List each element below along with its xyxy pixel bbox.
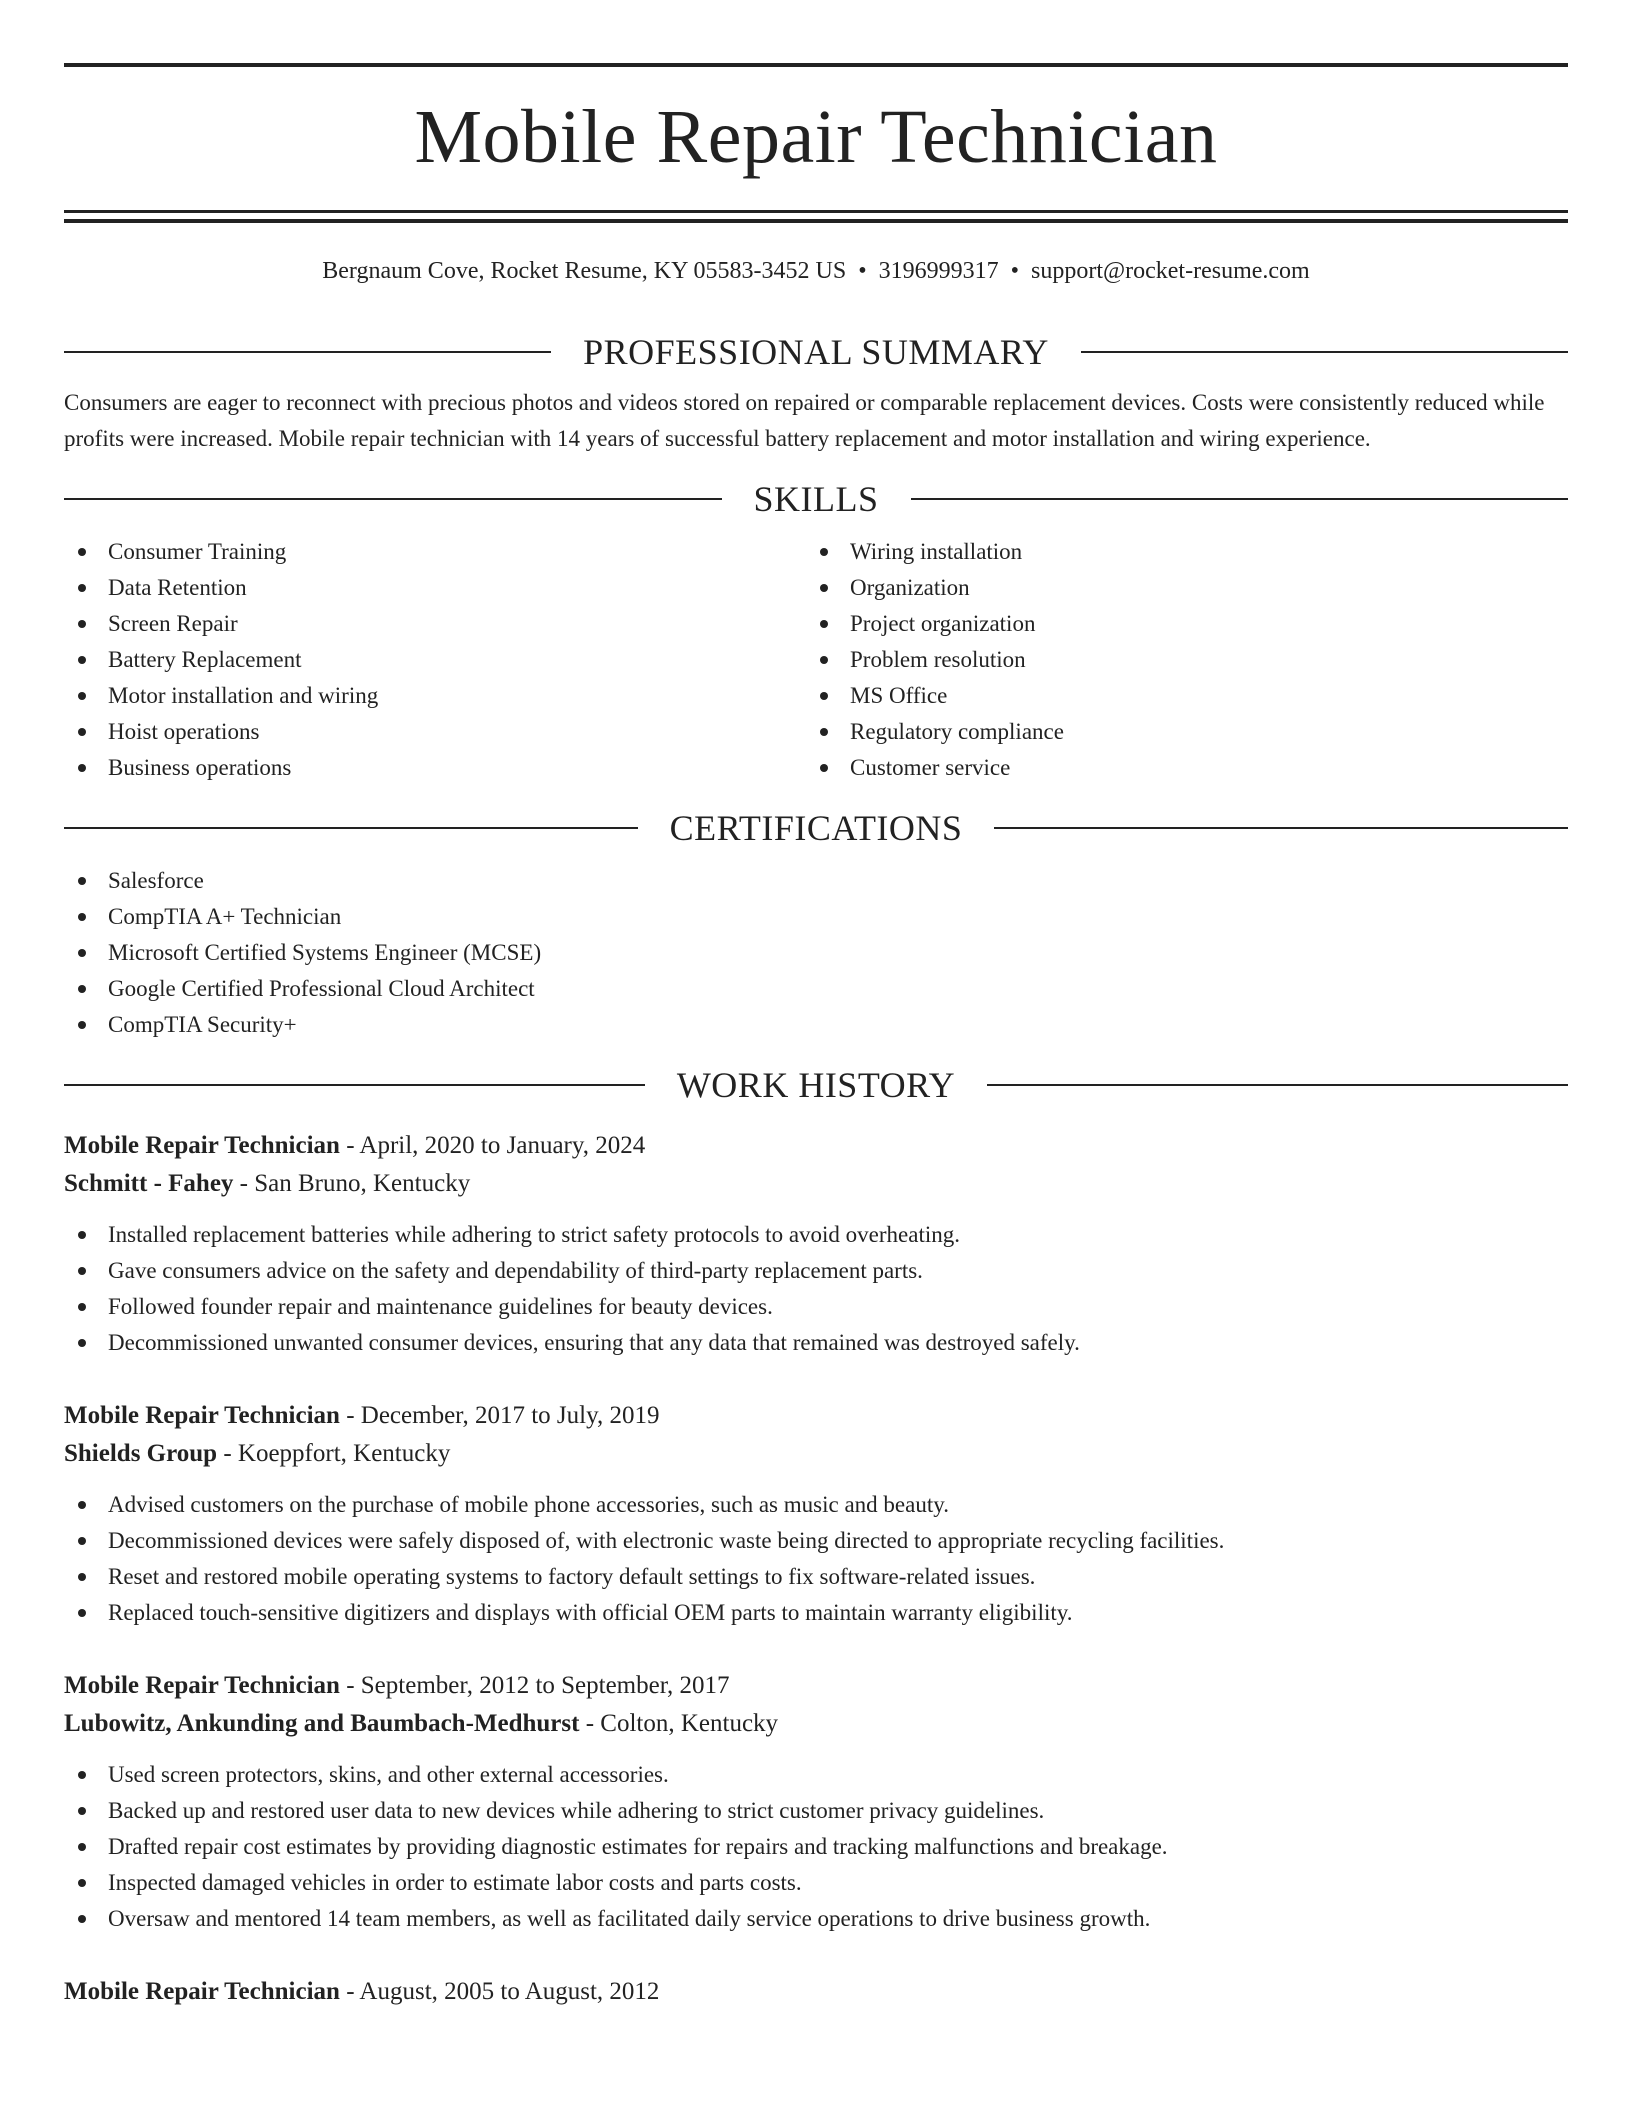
bullet-dot-icon: [820, 548, 828, 556]
job-duty-item-text: Decommissioned unwanted consumer devices, ensuring that any data that remained was destroyed safely.: [108, 1330, 1080, 1355]
heading-rule: [64, 1084, 645, 1086]
job-duties-list: [64, 1757, 1568, 1937]
skill-item: [806, 678, 1548, 714]
bullet-dot-icon: [78, 1339, 86, 1347]
skill-item: [806, 606, 1548, 642]
bullet-dot-icon: [820, 656, 828, 664]
section-title: CERTIFICATIONS: [669, 808, 963, 848]
job-dates: April, 2020 to January, 2024: [359, 1132, 646, 1159]
skill-item-text: Business operations: [108, 755, 292, 780]
job-duty-item: [64, 1253, 1568, 1289]
certification-item-text: Salesforce: [108, 868, 204, 893]
heading-rule: [987, 1084, 1568, 1086]
contact-address: Bergnaum Cove, Rocket Resume, KY 05583-3452 US: [322, 258, 847, 284]
bullet-dot-icon: [78, 1231, 86, 1239]
skill-item: [806, 534, 1548, 570]
job-title-line: [64, 1667, 1568, 1705]
skill-item-text: Screen Repair: [108, 611, 238, 636]
skill-item: [806, 570, 1548, 606]
job-title: Mobile Repair Technician: [64, 1978, 340, 2005]
job-duty-item-text: Gave consumers advice on the safety and dependability of third-party replacement parts.: [108, 1258, 923, 1283]
job-duty-item: [64, 1325, 1568, 1361]
bullet-dot-icon: [78, 764, 86, 772]
job-company-line: [64, 1165, 1568, 1203]
bullet-dot-icon: [78, 877, 86, 885]
job-duty-item-text: Oversaw and mentored 14 team members, as well as facilitated daily service operations to drive business growth.: [108, 1906, 1151, 1931]
skill-item: [806, 714, 1548, 750]
skill-item-text: Organization: [850, 575, 970, 600]
bullet-dot-icon: [78, 620, 86, 628]
job-duty-item: [64, 1595, 1568, 1631]
bullet-dot-icon: [78, 692, 86, 700]
skill-item-text: Hoist operations: [108, 719, 260, 744]
job-entry: [64, 1397, 1568, 1631]
job-location: San Bruno, Kentucky: [254, 1170, 471, 1197]
title-double-rule: [64, 210, 1568, 223]
certification-item: [64, 1007, 1568, 1043]
job-duties-list: [64, 1217, 1568, 1361]
bullet-dot-icon: [820, 764, 828, 772]
skill-item: [64, 534, 806, 570]
job-dates: August, 2005 to August, 2012: [359, 1978, 660, 2005]
contact-line: [64, 256, 1568, 286]
job-dash: -: [579, 1710, 601, 1737]
bullet-dot-icon: [78, 548, 86, 556]
job-location: Colton, Kentucky: [600, 1710, 779, 1737]
section-heading-work-history: [64, 1063, 1568, 1107]
bullet-dot-icon: [78, 1879, 86, 1887]
job-company-line: [64, 1435, 1568, 1473]
job-duty-item: [64, 1559, 1568, 1595]
contact-separator: •: [1010, 258, 1020, 284]
bullet-dot-icon: [820, 728, 828, 736]
skill-item: [64, 750, 806, 786]
job-title: Mobile Repair Technician: [64, 1672, 340, 1699]
heading-rule: [1081, 351, 1568, 353]
skill-item: [806, 642, 1548, 678]
heading-rule: [64, 498, 722, 500]
certification-item-text: Microsoft Certified Systems Engineer (MCSE): [108, 940, 542, 965]
heading-rule: [64, 827, 638, 829]
skills-column-left: [64, 534, 806, 786]
job-title: Mobile Repair Technician: [64, 1402, 340, 1429]
job-dash: -: [339, 1978, 360, 2005]
skills-grid: [64, 534, 1568, 786]
summary-text: Consumers are eager to reconnect with precious photos and videos stored on repaired or comparable replacement devices. Costs were consistently reduced while profits were increased. Mobile repair technician with 14 years of successful battery replacement and motor installation and wiring experience.: [64, 390, 1545, 451]
resume-title: Mobile Repair Technician: [414, 95, 1218, 179]
job-duty-item: [64, 1865, 1568, 1901]
skill-item-text: Data Retention: [108, 575, 247, 600]
job-duty-item-text: Installed replacement batteries while adhering to strict safety protocols to avoid overheating.: [108, 1222, 960, 1247]
section-heading-certifications: [64, 806, 1568, 850]
job-dash: -: [217, 1440, 238, 1467]
job-title: Mobile Repair Technician: [64, 1132, 340, 1159]
skill-item: [64, 570, 806, 606]
job-duty-item: [64, 1757, 1568, 1793]
job-duty-item-text: Advised customers on the purchase of mobile phone accessories, such as music and beauty.: [108, 1492, 949, 1517]
skills-list-right: [806, 534, 1548, 786]
certification-item-text: CompTIA Security+: [108, 1012, 297, 1037]
bullet-dot-icon: [78, 1807, 86, 1815]
certification-item: [64, 935, 1568, 971]
job-duty-item: [64, 1523, 1568, 1559]
contact-email: support@rocket-resume.com: [1031, 258, 1310, 284]
section-title: PROFESSIONAL SUMMARY: [583, 332, 1049, 372]
certification-item: [64, 899, 1568, 935]
skill-item: [806, 750, 1548, 786]
bullet-dot-icon: [820, 584, 828, 592]
skill-item-text: Regulatory compliance: [850, 719, 1064, 744]
job-dash: -: [233, 1170, 255, 1197]
job-company-line: [64, 1705, 1568, 1743]
top-rule: [64, 63, 1568, 67]
bullet-dot-icon: [78, 913, 86, 921]
certifications-list: [64, 863, 1568, 1043]
contact-separator: •: [858, 258, 867, 284]
heading-rule: [994, 827, 1568, 829]
bullet-dot-icon: [78, 728, 86, 736]
job-duty-item-text: Replaced touch-sensitive digitizers and displays with official OEM parts to maintain warranty eligibility.: [108, 1600, 1073, 1625]
job-duty-item: [64, 1487, 1568, 1523]
heading-rule: [911, 498, 1569, 500]
section-title: WORK HISTORY: [676, 1065, 956, 1105]
job-dates: September, 2012 to September, 2017: [360, 1672, 730, 1699]
bullet-dot-icon: [78, 1267, 86, 1275]
job-duty-item: [64, 1829, 1568, 1865]
certification-item-text: CompTIA A+ Technician: [108, 904, 342, 929]
job-entry: [64, 1973, 1568, 2011]
skill-item-text: Motor installation and wiring: [108, 683, 379, 708]
job-location: Koeppfort, Kentucky: [237, 1440, 451, 1467]
job-company: Shields Group: [64, 1440, 218, 1467]
skill-item: [64, 642, 806, 678]
job-duty-item: [64, 1289, 1568, 1325]
job-duties-list: [64, 1487, 1568, 1631]
skill-item: [64, 678, 806, 714]
job-duty-item-text: Inspected damaged vehicles in order to estimate labor costs and parts costs.: [108, 1870, 802, 1895]
bullet-dot-icon: [78, 1021, 86, 1029]
job-duty-item: [64, 1793, 1568, 1829]
bullet-dot-icon: [78, 1537, 86, 1545]
heading-rule: [64, 351, 551, 353]
bullet-dot-icon: [78, 1573, 86, 1581]
bullet-dot-icon: [78, 1501, 86, 1509]
bullet-dot-icon: [78, 1771, 86, 1779]
job-dates: December, 2017 to July, 2019: [360, 1402, 660, 1429]
skill-item: [64, 714, 806, 750]
bullet-dot-icon: [78, 656, 86, 664]
job-dash: -: [339, 1672, 361, 1699]
skill-item-text: Problem resolution: [850, 647, 1026, 672]
skill-item-text: Customer service: [850, 755, 1011, 780]
skill-item-text: Wiring installation: [850, 539, 1023, 564]
skill-item-text: MS Office: [850, 683, 948, 708]
job-company: Lubowitz, Ankunding and Baumbach-Medhurst: [64, 1710, 580, 1737]
job-entry: [64, 1667, 1568, 1937]
section-title: SKILLS: [753, 479, 879, 519]
bullet-dot-icon: [78, 584, 86, 592]
skills-column-right: [806, 534, 1548, 786]
resume-page: [64, 0, 1568, 2011]
skill-item-text: Project organization: [850, 611, 1036, 636]
job-dash: -: [339, 1402, 361, 1429]
bullet-dot-icon: [78, 1303, 86, 1311]
skill-item-text: Battery Replacement: [108, 647, 302, 672]
job-dash: -: [339, 1132, 360, 1159]
bullet-dot-icon: [78, 1843, 86, 1851]
job-duty-item: [64, 1901, 1568, 1937]
job-duty-item-text: Decommissioned devices were safely disposed of, with electronic waste being directed to appropriate recycling facilities.: [108, 1528, 1225, 1553]
contact-phone: 3196999317: [878, 258, 999, 284]
job-entry: [64, 1127, 1568, 1361]
bullet-dot-icon: [78, 1609, 86, 1617]
bullet-dot-icon: [78, 949, 86, 957]
job-company: Schmitt - Fahey: [64, 1170, 234, 1197]
bullet-dot-icon: [78, 1915, 86, 1923]
job-title-line: [64, 1397, 1568, 1435]
skill-item: [64, 606, 806, 642]
bullet-dot-icon: [78, 985, 86, 993]
skill-item-text: Consumer Training: [108, 539, 287, 564]
job-duty-item-text: Followed founder repair and maintenance guidelines for beauty devices.: [108, 1294, 773, 1319]
job-title-line: [64, 1127, 1568, 1165]
section-heading-summary: [64, 330, 1568, 374]
job-title-line: [64, 1973, 1568, 2011]
bullet-dot-icon: [820, 620, 828, 628]
certification-item-text: Google Certified Professional Cloud Architect: [108, 976, 535, 1001]
job-duty-item-text: Reset and restored mobile operating systems to factory default settings to fix software-related issues.: [108, 1564, 1036, 1589]
job-duty-item-text: Used screen protectors, skins, and other external accessories.: [108, 1762, 669, 1787]
certification-item: [64, 971, 1568, 1007]
section-heading-skills: [64, 477, 1568, 521]
job-duty-item: [64, 1217, 1568, 1253]
job-duty-item-text: Backed up and restored user data to new devices while adhering to strict customer privacy guidelines.: [108, 1798, 1045, 1823]
job-duty-item-text: Drafted repair cost estimates by providing diagnostic estimates for repairs and tracking malfunctions and breakage.: [108, 1834, 1168, 1859]
bullet-dot-icon: [820, 692, 828, 700]
certification-item: [64, 863, 1568, 899]
skills-list-left: [64, 534, 806, 786]
work-history-list: [64, 1127, 1568, 2011]
